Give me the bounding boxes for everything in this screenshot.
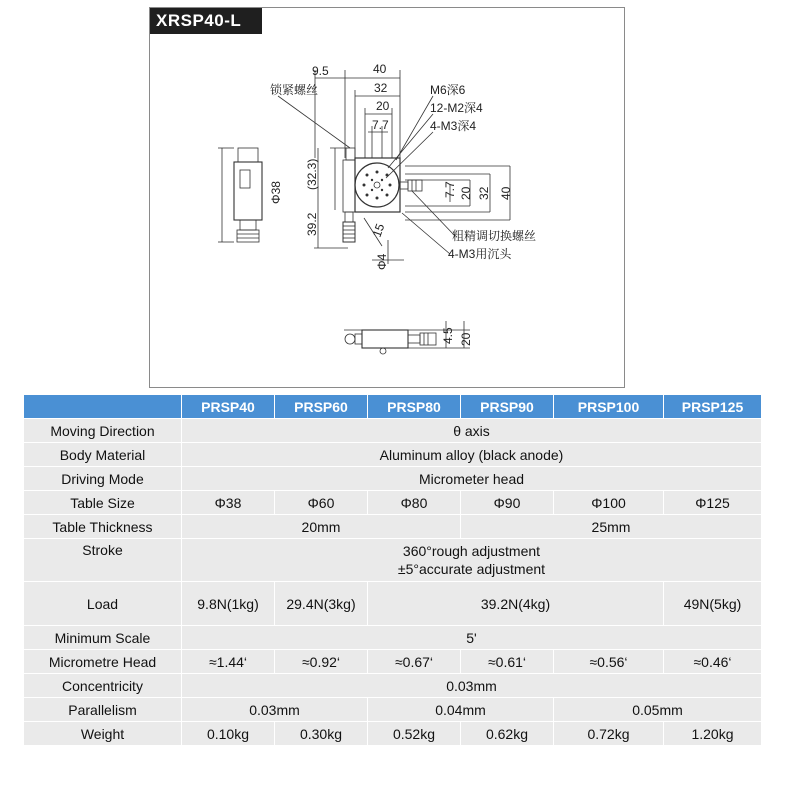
cell-value: 0.05mm — [554, 698, 762, 722]
dim-7-7-top: 7.7 — [372, 118, 389, 132]
dim-40-right: 40 — [499, 186, 513, 200]
m2-label: 12-M2深4 — [430, 101, 483, 115]
cell-value: Φ80 — [368, 491, 461, 515]
cell-value: ≈0.61‘ — [461, 650, 554, 674]
cell-value: ≈0.92‘ — [275, 650, 368, 674]
table-row — [24, 539, 762, 582]
table-row — [24, 650, 762, 674]
row-label: Parallelism — [24, 698, 182, 722]
model-tag: XRSP40-L — [150, 8, 262, 34]
dim-phi4: Φ4 — [375, 253, 389, 270]
dim-7-7-right: 7.7 — [443, 181, 457, 198]
row-label: Weight — [24, 722, 182, 746]
cell-value: Φ125 — [664, 491, 762, 515]
cell-value: 0.04mm — [368, 698, 554, 722]
cell-value: 29.4N(3kg) — [275, 582, 368, 626]
cell-value: ≈0.67‘ — [368, 650, 461, 674]
row-label: Minimum Scale — [24, 626, 182, 650]
lock-screw-label: 锁紧螺丝 — [270, 83, 319, 97]
technical-drawing — [149, 7, 625, 388]
cell-value: Φ100 — [554, 491, 664, 515]
cell-value: Φ38 — [182, 491, 275, 515]
m6-label: M6深6 — [430, 83, 466, 97]
cell-value: 49N(5kg) — [664, 582, 762, 626]
cell-value: Φ90 — [461, 491, 554, 515]
dim-39-2: 39.2 — [305, 212, 319, 236]
header-corner — [24, 395, 182, 419]
row-label: Table Thickness — [24, 515, 182, 539]
cell-value: 9.8N(1kg) — [182, 582, 275, 626]
table-row — [24, 722, 762, 746]
cell-value: 0.62kg — [461, 722, 554, 746]
table-row — [24, 419, 762, 443]
row-label: Load — [24, 582, 182, 626]
stroke-line-1: 360°rough adjustment — [402, 543, 541, 559]
cell-value: θ axis — [182, 419, 762, 443]
dim-15: 15 — [369, 221, 388, 240]
row-label: Driving Mode — [24, 467, 182, 491]
table-row — [24, 467, 762, 491]
drawing-canvas — [150, 8, 626, 389]
cell-value: 0.03mm — [182, 698, 368, 722]
cell-value: 0.52kg — [368, 722, 461, 746]
dim-32-right: 32 — [477, 186, 491, 200]
table-row — [24, 698, 762, 722]
m3-label: 4-M3深4 — [430, 119, 477, 133]
header-model: PRSP40 — [182, 395, 275, 419]
cell-value: 0.03mm — [182, 674, 762, 698]
cell-value: 1.20kg — [664, 722, 762, 746]
cell-value — [182, 539, 762, 582]
cell-value: 5' — [182, 626, 762, 650]
header-model: PRSP60 — [275, 395, 368, 419]
dim-9-5: 9.5 — [312, 64, 329, 78]
counterbore-label: 4-M3用沉头 — [448, 247, 512, 261]
cell-value: 0.10kg — [182, 722, 275, 746]
cell-value: Micrometer head — [182, 467, 762, 491]
cell-value: ≈1.44‘ — [182, 650, 275, 674]
row-label: Concentricity — [24, 674, 182, 698]
dim-32-3: (32.3) — [305, 158, 319, 190]
cell-value: 0.72kg — [554, 722, 664, 746]
table-row — [24, 626, 762, 650]
coarse-fine-label: 粗精调切换螺丝 — [452, 229, 537, 243]
table-row — [24, 515, 762, 539]
spec-table — [24, 395, 762, 746]
table-header-row — [24, 395, 762, 419]
row-label: Micrometre Head — [24, 650, 182, 674]
dim-32-top: 32 — [374, 81, 388, 95]
header-model: PRSP90 — [461, 395, 554, 419]
cell-value: Aluminum alloy (black anode) — [182, 443, 762, 467]
row-label: Moving Direction — [24, 419, 182, 443]
row-label: Stroke — [24, 539, 182, 582]
cell-value: ≈0.56‘ — [554, 650, 664, 674]
dim-4-5: 4.5 — [441, 327, 455, 344]
row-label: Table Size — [24, 491, 182, 515]
cell-value: Φ60 — [275, 491, 368, 515]
cell-value: ≈0.46‘ — [664, 650, 762, 674]
dim-20-side: 20 — [459, 332, 473, 346]
cell-value: 0.30kg — [275, 722, 368, 746]
cell-value: 39.2N(4kg) — [368, 582, 664, 626]
cell-value: 20mm — [182, 515, 461, 539]
table-row — [24, 443, 762, 467]
stroke-line-2: ±5°accurate adjustment — [397, 561, 546, 577]
cell-value: 25mm — [461, 515, 762, 539]
header-model: PRSP125 — [664, 395, 762, 419]
dim-phi38: Φ38 — [269, 181, 283, 204]
table-row — [24, 582, 762, 626]
dim-40-top: 40 — [373, 62, 387, 76]
header-model: PRSP80 — [368, 395, 461, 419]
header-model: PRSP100 — [554, 395, 664, 419]
table-row — [24, 491, 762, 515]
row-label: Body Material — [24, 443, 182, 467]
table-row — [24, 674, 762, 698]
dim-20-right: 20 — [459, 186, 473, 200]
dim-20-top: 20 — [376, 99, 390, 113]
